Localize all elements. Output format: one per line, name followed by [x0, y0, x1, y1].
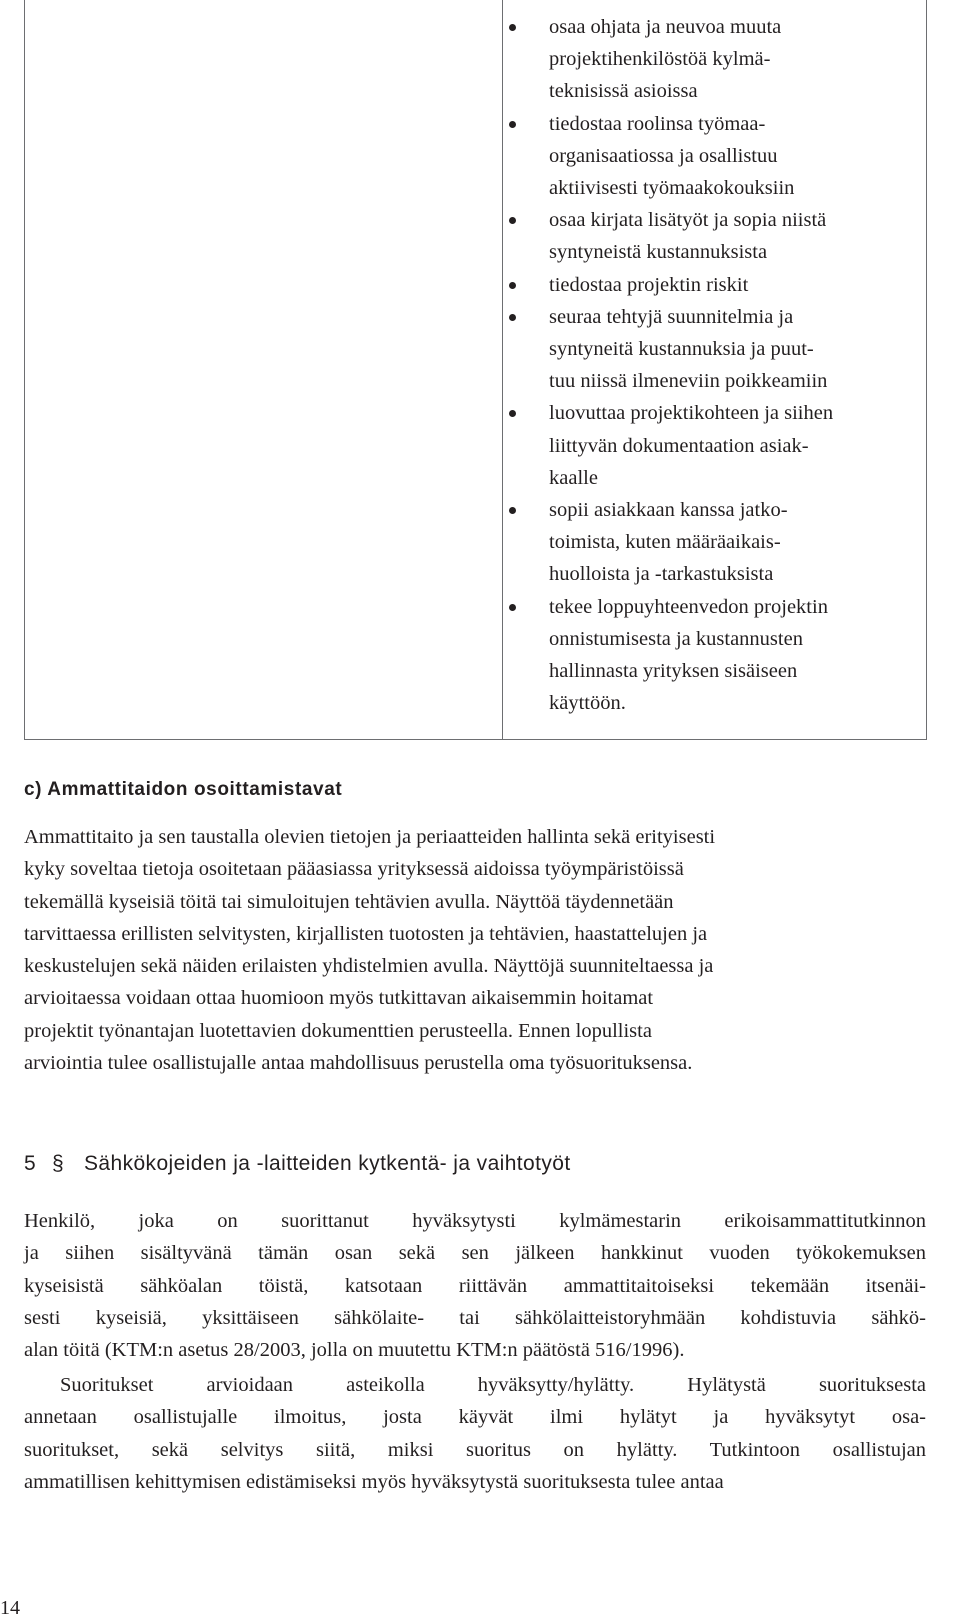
- bullet-line: aktiivisesti työmaakokouksiin: [549, 177, 795, 200]
- bullet-line: syntyneitä kustannuksia ja puut-: [549, 338, 814, 361]
- bullet-icon: [509, 604, 516, 611]
- text-line: kyseisistä sähköalan töistä, katsotaan riittävän ammattitaitoiseksi tekemään itsenäi-: [24, 1274, 926, 1297]
- bullet-item: [509, 591, 921, 720]
- bullet-item: [509, 269, 921, 301]
- text-line: ja siihen sisältyvänä tämän osan sekä sen jälkeen hankkinut vuoden työkokemuksen: [24, 1242, 926, 1265]
- bullet-icon: [509, 282, 516, 289]
- bullet-icon: [509, 410, 516, 417]
- bullet-icon: [509, 217, 516, 224]
- text-line: sesti kyseisiä, yksittäiseen sähkölaite- tai sähkölaitteistoryhmään kohdistuvia sähkö-: [24, 1306, 926, 1329]
- section-5-paragraph-1: [24, 1205, 926, 1366]
- text-line: kyky soveltaa tietoja osoitetaan pääasiassa yrityksessä aidoissa työympäristöissä: [24, 858, 684, 881]
- text-line: projektit työnantajan luotettavien dokumenttien perusteella. Ennen lopullista: [24, 1019, 652, 1042]
- text-line: suoritukset, sekä selvitys siitä, miksi suoritus on hylätty. Tutkintoon osallistujan: [24, 1438, 926, 1461]
- text-line: Ammattitaito ja sen taustalla olevien tietojen ja periaatteiden hallinta sekä erityisesti: [24, 826, 716, 848]
- bullet-line: osaa ohjata ja neuvoa muuta: [549, 16, 782, 38]
- text-line: arviointia tulee osallistujalle antaa mahdollisuus perustella oma työsuorituksensa.: [24, 1052, 693, 1075]
- bullet-icon: [509, 314, 516, 321]
- bullet-item: [509, 397, 921, 494]
- bullet-icon: [509, 507, 516, 514]
- text-line: keskustelujen sekä näiden erilaisten yhdistelmien avulla. Näyttöjä suunniteltaessa ja: [24, 955, 714, 978]
- bullet-item: [509, 11, 921, 108]
- section-5-paragraph-2: [24, 1369, 926, 1498]
- bullet-line: projektihenkilöstöä kylmä-: [549, 48, 771, 71]
- text-line: Suoritukset arvioidaan asteikolla hyväksytty/hylätty. Hylätystä suorituksesta: [60, 1374, 926, 1396]
- bullet-line: tiedostaa projektin riskit: [549, 273, 749, 296]
- bullet-line: onnistumisesta ja kustannusten: [549, 627, 803, 650]
- bullet-line: kaalle: [549, 466, 598, 489]
- bullet-line: osaa kirjata lisätyöt ja sopia niistä: [549, 209, 827, 232]
- bullet-icon: [509, 121, 516, 128]
- section-symbol: §: [52, 1152, 65, 1175]
- bullet-line: huolloista ja -tarkastuksista: [549, 563, 774, 586]
- text-line: alan töitä (KTM:n asetus 28/2003, jolla on muutettu KTM:n päätöstä 516/1996).: [24, 1339, 685, 1362]
- bullet-line: hallinnasta yrityksen sisäiseen: [549, 660, 798, 683]
- table-column-divider: [502, 0, 503, 740]
- bullet-item: [509, 301, 921, 398]
- bullet-line: organisaatiossa ja osallistuu: [549, 144, 778, 167]
- text-line: tekemällä kyseisiä töitä tai simuloitujen tehtävien avulla. Näyttöä täydennetään: [24, 890, 674, 913]
- text-line: ammatillisen kehittymisen edistämiseksi myös hyväksytystä suorituksesta tulee antaa: [24, 1470, 724, 1493]
- bullet-item: [509, 204, 921, 268]
- section-c-heading: c) Ammattitaidon osoittamistavat: [24, 779, 343, 800]
- bullet-item: [509, 494, 921, 591]
- bullet-line: toimista, kuten määräaikais-: [549, 531, 781, 554]
- text-line: tarvittaessa erillisten selvitysten, kirjallisten tuotosten ja tehtävien, haastattelujen ja: [24, 922, 708, 945]
- bullet-line: teknisissä asioissa: [549, 80, 698, 103]
- bullet-line: syntyneistä kustannuksista: [549, 241, 768, 264]
- bullet-line: liittyvän dokumentaation asiak-: [549, 434, 809, 457]
- section-5-heading: [24, 1152, 571, 1176]
- text-line: Henkilö, joka on suorittanut hyväksytysti kylmämestarin erikoisammattitutkinnon: [24, 1210, 926, 1232]
- text-line: annetaan osallistujalle ilmoitus, josta käyvät ilmi hylätyt ja hyväksytyt osa-: [24, 1406, 926, 1429]
- bullet-icon: [509, 24, 516, 31]
- bullet-list: [509, 11, 921, 719]
- section-number: 5: [24, 1152, 37, 1175]
- page-number: 14: [0, 1597, 20, 1619]
- section-title: Sähkökojeiden ja -laitteiden kytkentä- ja vaihtotyöt: [84, 1152, 571, 1175]
- bullet-line: tiedostaa roolinsa työmaa-: [549, 112, 766, 135]
- section-c-paragraph: [24, 821, 926, 1079]
- text-line: arvioitaessa voidaan ottaa huomioon myös tutkittavan aikaisemmin hoitamat: [24, 987, 654, 1010]
- bullet-line: tekee loppuyhteenvedon projektin: [549, 595, 828, 618]
- bullet-line: tuu niissä ilmeneviin poikkeamiin: [549, 370, 828, 393]
- bullet-line: seuraa tehtyjä suunnitelmia ja: [549, 305, 794, 328]
- bullet-line: luovuttaa projektikohteen ja siihen: [549, 402, 834, 425]
- bullet-item: [509, 108, 921, 205]
- bullet-line: käyttöön.: [549, 692, 626, 715]
- bullet-line: sopii asiakkaan kanssa jatko-: [549, 499, 788, 522]
